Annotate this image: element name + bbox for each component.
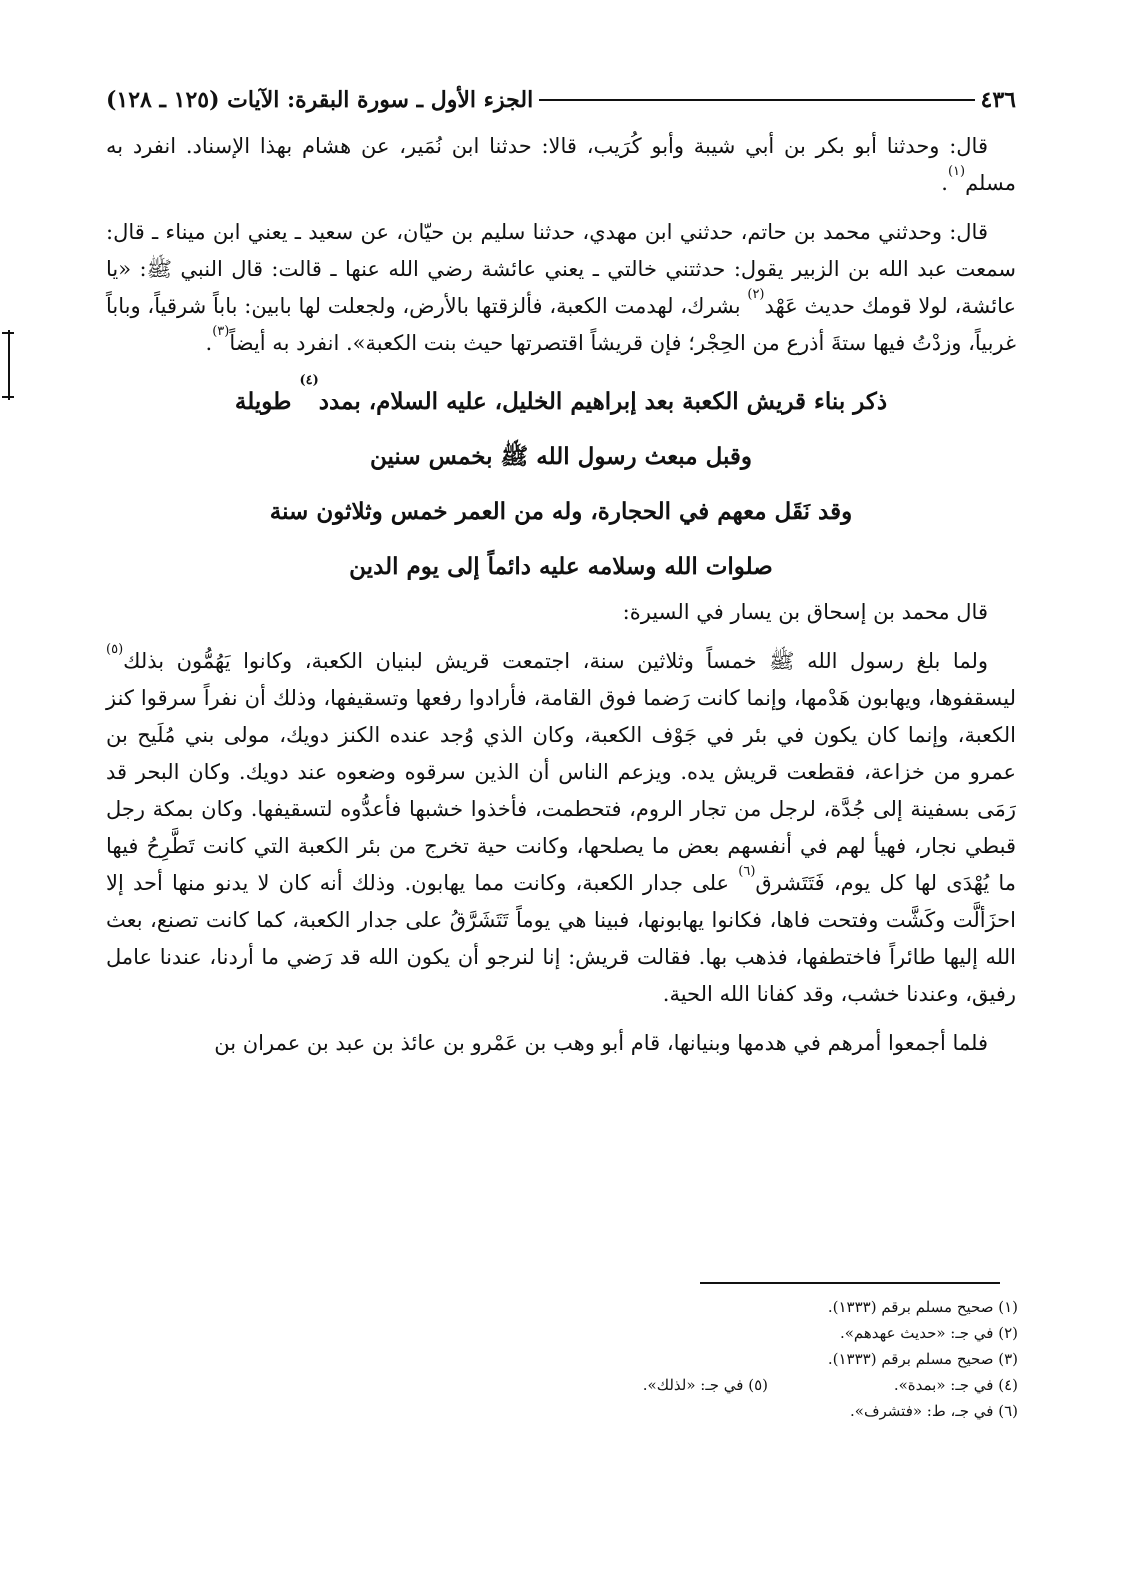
paragraph-2: قال: وحدثني محمد بن حاتم، حدثني ابن مهدي، حدثنا سليم بن حيّان، عن سعيد ـ يعني ابن ميناء ـ قال: سمعت عبد الله بن الزبير يقول: حدثتني خالتي ـ يعني عائشة رضي الله عنها ـ قالت: قال النبي ﷺ: «يا عائشة، لولا قومك حديث عَهْد$^{(٢)}$ بشرك، لهدمت الكعبة، فألزقتها بالأرض، ولجعلت لها بابين: باباً شرقياً، وباباً غربياً، وزدْتُ فيها ستةَ أذرع من الحِجْر؛ فإن قريشاً اقتصرتها حيث بنت الكعبة». انفرد به أيضاً$^{(٣)}$. <box>106 220 1016 355</box>
footnote-ref-1: (١) <box>947 164 966 179</box>
running-header <box>106 80 1016 120</box>
heading-line-2: وقبل مبعث رسول الله ﷺ بخمس سنين <box>369 443 753 470</box>
margin-bracket-mark <box>2 330 16 400</box>
footnote-separator <box>700 1282 1000 1284</box>
paragraph-5: فلما أجمعوا أمرهم في هدمها وبنيانها، قام أبو وهب بن عَمْرو بن عائذ بن عبد بن عمران بن <box>214 1031 988 1055</box>
footnote-row-4-5 <box>106 1372 1018 1398</box>
footnote-1: (١) صحيح مسلم برقم (١٣٣٣). <box>827 1298 1018 1316</box>
footnotes <box>106 1294 1018 1424</box>
heading-line-3: وقد نَقَل معهم في الحجارة، وله من العمر خمس وثلاثون سنة <box>269 498 853 525</box>
heading-line-4: صلوات الله وسلامه عليه دائماً إلى يوم الدين <box>349 553 773 580</box>
footnote-3: (٣) صحيح مسلم برقم (١٣٣٣). <box>827 1350 1018 1368</box>
footnote-ref-6: (٦) <box>738 864 756 879</box>
header-title: الجزء الأول ـ سورة البقرة: الآيات (١٢٥ ـ ١٢٨) <box>106 87 534 113</box>
section-heading <box>106 374 1016 594</box>
footnote-2: (٢) في جـ: «حديث عهدهم». <box>839 1324 1018 1342</box>
header-rule <box>539 99 974 101</box>
heading-line-1: ذكر بناء قريش الكعبة بعد إبراهيم الخليل، عليه السلام، بمدد$^{(٤)}$ طويلة <box>234 373 888 415</box>
footnote-ref-3: (٣) <box>212 324 230 339</box>
footnote-ref-2: (٢) <box>747 287 765 302</box>
main-text <box>106 128 1016 1074</box>
paragraph-3: قال محمد بن إسحاق بن يسار في السيرة: <box>622 600 988 624</box>
footnote-6: (٦) في جـ، ط: «فتشرف». <box>850 1402 1018 1420</box>
footnote-4: (٤) في جـ: «بمدة». <box>893 1376 1018 1394</box>
page-number: ٤٣٦ <box>980 87 1016 113</box>
footnote-ref-5: (٥) <box>106 642 124 657</box>
paragraph-1: قال: وحدثنا أبو بكر بن أبي شيبة وأبو كُرَيب، قالا: حدثنا ابن نُمَير، عن هشام بهذا الإسناد. انفرد به مسلم$^{(١)}$. <box>106 134 1016 195</box>
footnote-5: (٥) في جـ: «لذلك». <box>642 1376 768 1394</box>
footnote-ref-4: (٤) <box>299 373 319 388</box>
paragraph-4: ولما بلغ رسول الله ﷺ خمساً وثلاثين سنة، اجتمعت قريش لبنيان الكعبة، وكانوا يَهُمُّون بذلك$^{(٥)}$ ليسقفوها، ويهابون هَدْمها، وإنما كانت رَضما فوق القامة، فأرادوا رفعها وتسقيفها، وذلك أن نفراً سرقوا كنز الكعبة، وإنما كان يكون في بئر في جَوْف الكعبة، وكان الذي وُجد عنده الكنز دويك، مولى بني مُلَيح بن عمرو من خزاعة، فقطعت قريش يده. ويزعم الناس أن الذين سرقوه وضعوه عند دويك. وكان البحر قد رَمَى بسفينة إلى جُدَّة، لرجل من تجار الروم، فتحطمت، فأخذوا خشبها فأعدُّوه لتسقيفها. وكان بمكة رجل قبطي نجار، فهيأ لهم في أنفسهم بعض ما يصلحها، وكانت حية تخرج من بئر الكعبة التي كانت تَطَّرِحُ فيها ما يُهْدَى لها كل يوم، فَتَتَشرق$^{(٦)}$ على جدار الكعبة، وكانت مما يهابون. وذلك أنه كان لا يدنو منها أحد إلا احزَألَّت وكَشَّت وفتحت فاها، فكانوا يهابونها، فبينا هي يوماً تَتَشَرَّقُ على جدار الكعبة، كما كانت تصنع، بعث الله إليها طائراً فاختطفها، فذهب بها. فقالت قريش: إنا لنرجو أن يكون الله قد رَضي ما أردنا، عندنا عامل رفيق، وعندنا خشب، وقد كفانا الله الحية. <box>106 642 1016 1006</box>
